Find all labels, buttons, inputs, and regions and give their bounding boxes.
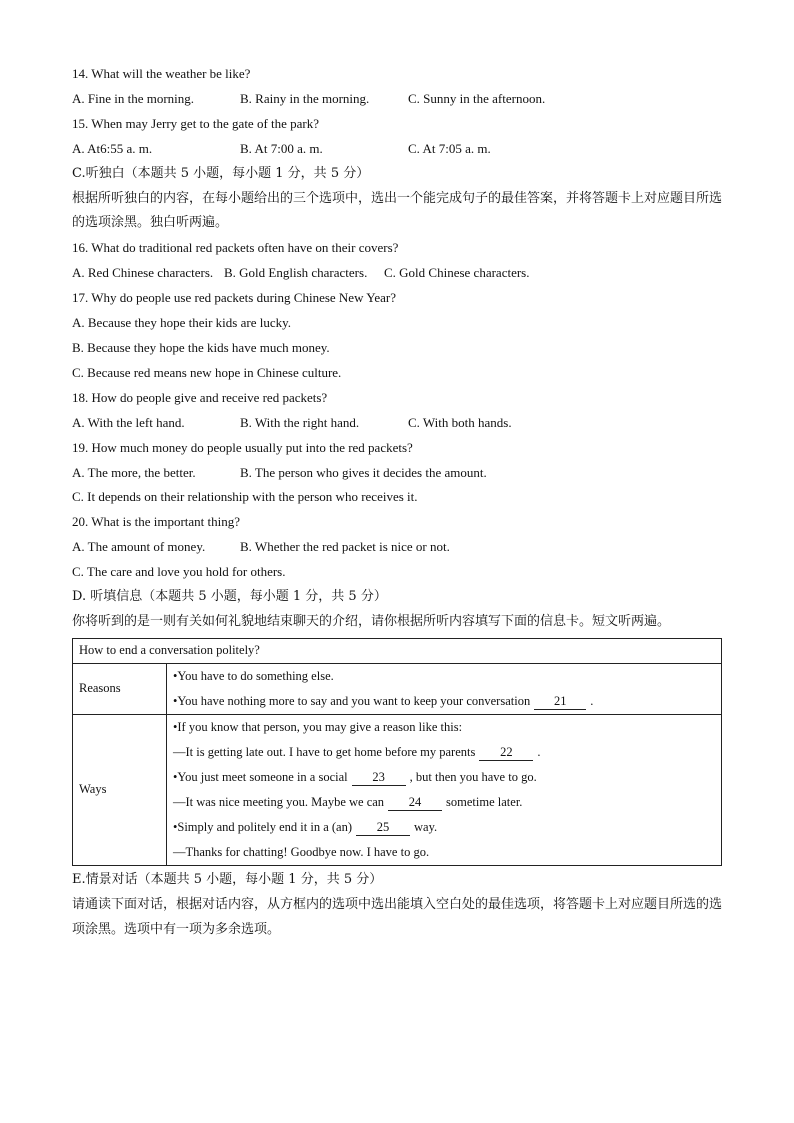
blank-22[interactable]: 22 [479, 744, 533, 761]
way-3: •You just meet someone in a social 23 , but then you have to go. [173, 769, 537, 784]
question-19: 19. How much money do people usually put into the red packets? [72, 439, 413, 455]
blank-24[interactable]: 24 [388, 794, 442, 811]
question-15: 15. When may Jerry get to the gate of the park? [72, 115, 320, 131]
question-20-options [72, 535, 722, 560]
reason-2: •You have nothing more to say and you want to keep your conversation 21 . [173, 693, 594, 708]
option-a: A. With the left hand. [72, 414, 185, 430]
option-b: B. With the right hand. [240, 414, 360, 430]
option-a: A. At6:55 a. m. [72, 140, 153, 156]
way-2: —It is getting late out. I have to get home before my parents 22 . [173, 744, 541, 759]
question-18-options [72, 411, 722, 436]
option-a: A. Red Chinese characters. [72, 265, 214, 281]
option-c: C. Gold Chinese characters. [384, 265, 530, 281]
option-b: B. Because they hope the kids have much money. [72, 339, 330, 355]
option-a: A. Fine in the morning. [72, 90, 195, 106]
blank-25[interactable]: 25 [356, 819, 410, 836]
question-17: 17. Why do people use red packets during Chinese New Year? [72, 290, 396, 306]
option-c: C. Sunny in the afternoon. [408, 90, 546, 106]
option-c: C. With both hands. [408, 414, 512, 430]
way-1: •If you know that person, you may give a reason like this: [173, 719, 463, 734]
blank-21[interactable]: 21 [534, 693, 586, 710]
option-b: B. Rainy in the morning. [240, 90, 370, 106]
info-card [72, 638, 722, 866]
option-b: B. At 7:00 a. m. [240, 140, 323, 156]
section-d-instruction: 你将听到的是一则有关如何礼貌地结束聊天的介绍，请你根据所听内容填写下面的信息卡。短文听两遍。 [72, 613, 671, 629]
question-18: 18. How do people give and receive red packets? [72, 389, 328, 405]
option-c: C. The care and love you hold for others. [72, 564, 286, 580]
reasons-content [167, 663, 722, 714]
question-19-options [72, 461, 722, 486]
question-14-options [72, 87, 722, 112]
reason-1: •You have to do something else. [173, 668, 334, 683]
section-c-instruction: 根据所听独白的内容，在每小题给出的三个选项中，选出一个能完成句子的最佳答案，并将答题卡上对应题目所选的选项涂黑。独白听两遍。 [72, 190, 723, 231]
option-c: C. Because red means new hope in Chinese culture. [72, 364, 342, 380]
option-b: B. The person who gives it decides the amount. [240, 464, 487, 480]
question-20: 20. What is the important thing? [72, 514, 241, 530]
way-6: —Thanks for chatting! Goodbye now. I have to go. [173, 844, 430, 859]
section-c-title: C.听独白（本题共 5 小题，每小题 1 分，共 5 分） [72, 165, 370, 181]
way-4: —It was nice meeting you. Maybe we can 24 sometime later. [173, 794, 523, 809]
option-b: B. Whether the red packet is nice or not. [240, 539, 450, 555]
section-e-title: E.情景对话（本题共 5 小题，每小题 1 分，共 5 分） [72, 871, 383, 887]
option-c: C. It depends on their relationship with the person who receives it. [72, 489, 418, 505]
question-16-options [72, 261, 722, 286]
option-c: C. At 7:05 a. m. [408, 140, 491, 156]
reasons-label: Reasons [73, 663, 167, 714]
ways-label: Ways [73, 714, 167, 865]
option-b: B. Gold English characters. [224, 265, 368, 281]
section-d-title: D. 听填信息（本题共 5 小题，每小题 1 分，共 5 分） [72, 589, 387, 605]
ways-content [167, 714, 722, 865]
question-15-options [72, 137, 722, 162]
section-e-instruction: 请通读下面对话，根据对话内容，从方框内的选项中选出能填入空白处的最佳选项，将答题卡上对应题目所选的选项涂黑。选项中有一项为多余选项。 [72, 896, 723, 937]
option-a: A. The more, the better. [72, 464, 196, 480]
option-a: A. Because they hope their kids are lucky. [72, 315, 292, 331]
option-a: A. The amount of money. [72, 539, 206, 555]
question-16: 16. What do traditional red packets often have on their covers? [72, 240, 399, 256]
way-5: •Simply and politely end it in a (an) 25 way. [173, 819, 438, 834]
blank-23[interactable]: 23 [352, 769, 406, 786]
exam-page [72, 62, 722, 943]
info-card-header: How to end a conversation politely? [73, 638, 722, 663]
question-14: 14. What will the weather be like? [72, 66, 251, 81]
